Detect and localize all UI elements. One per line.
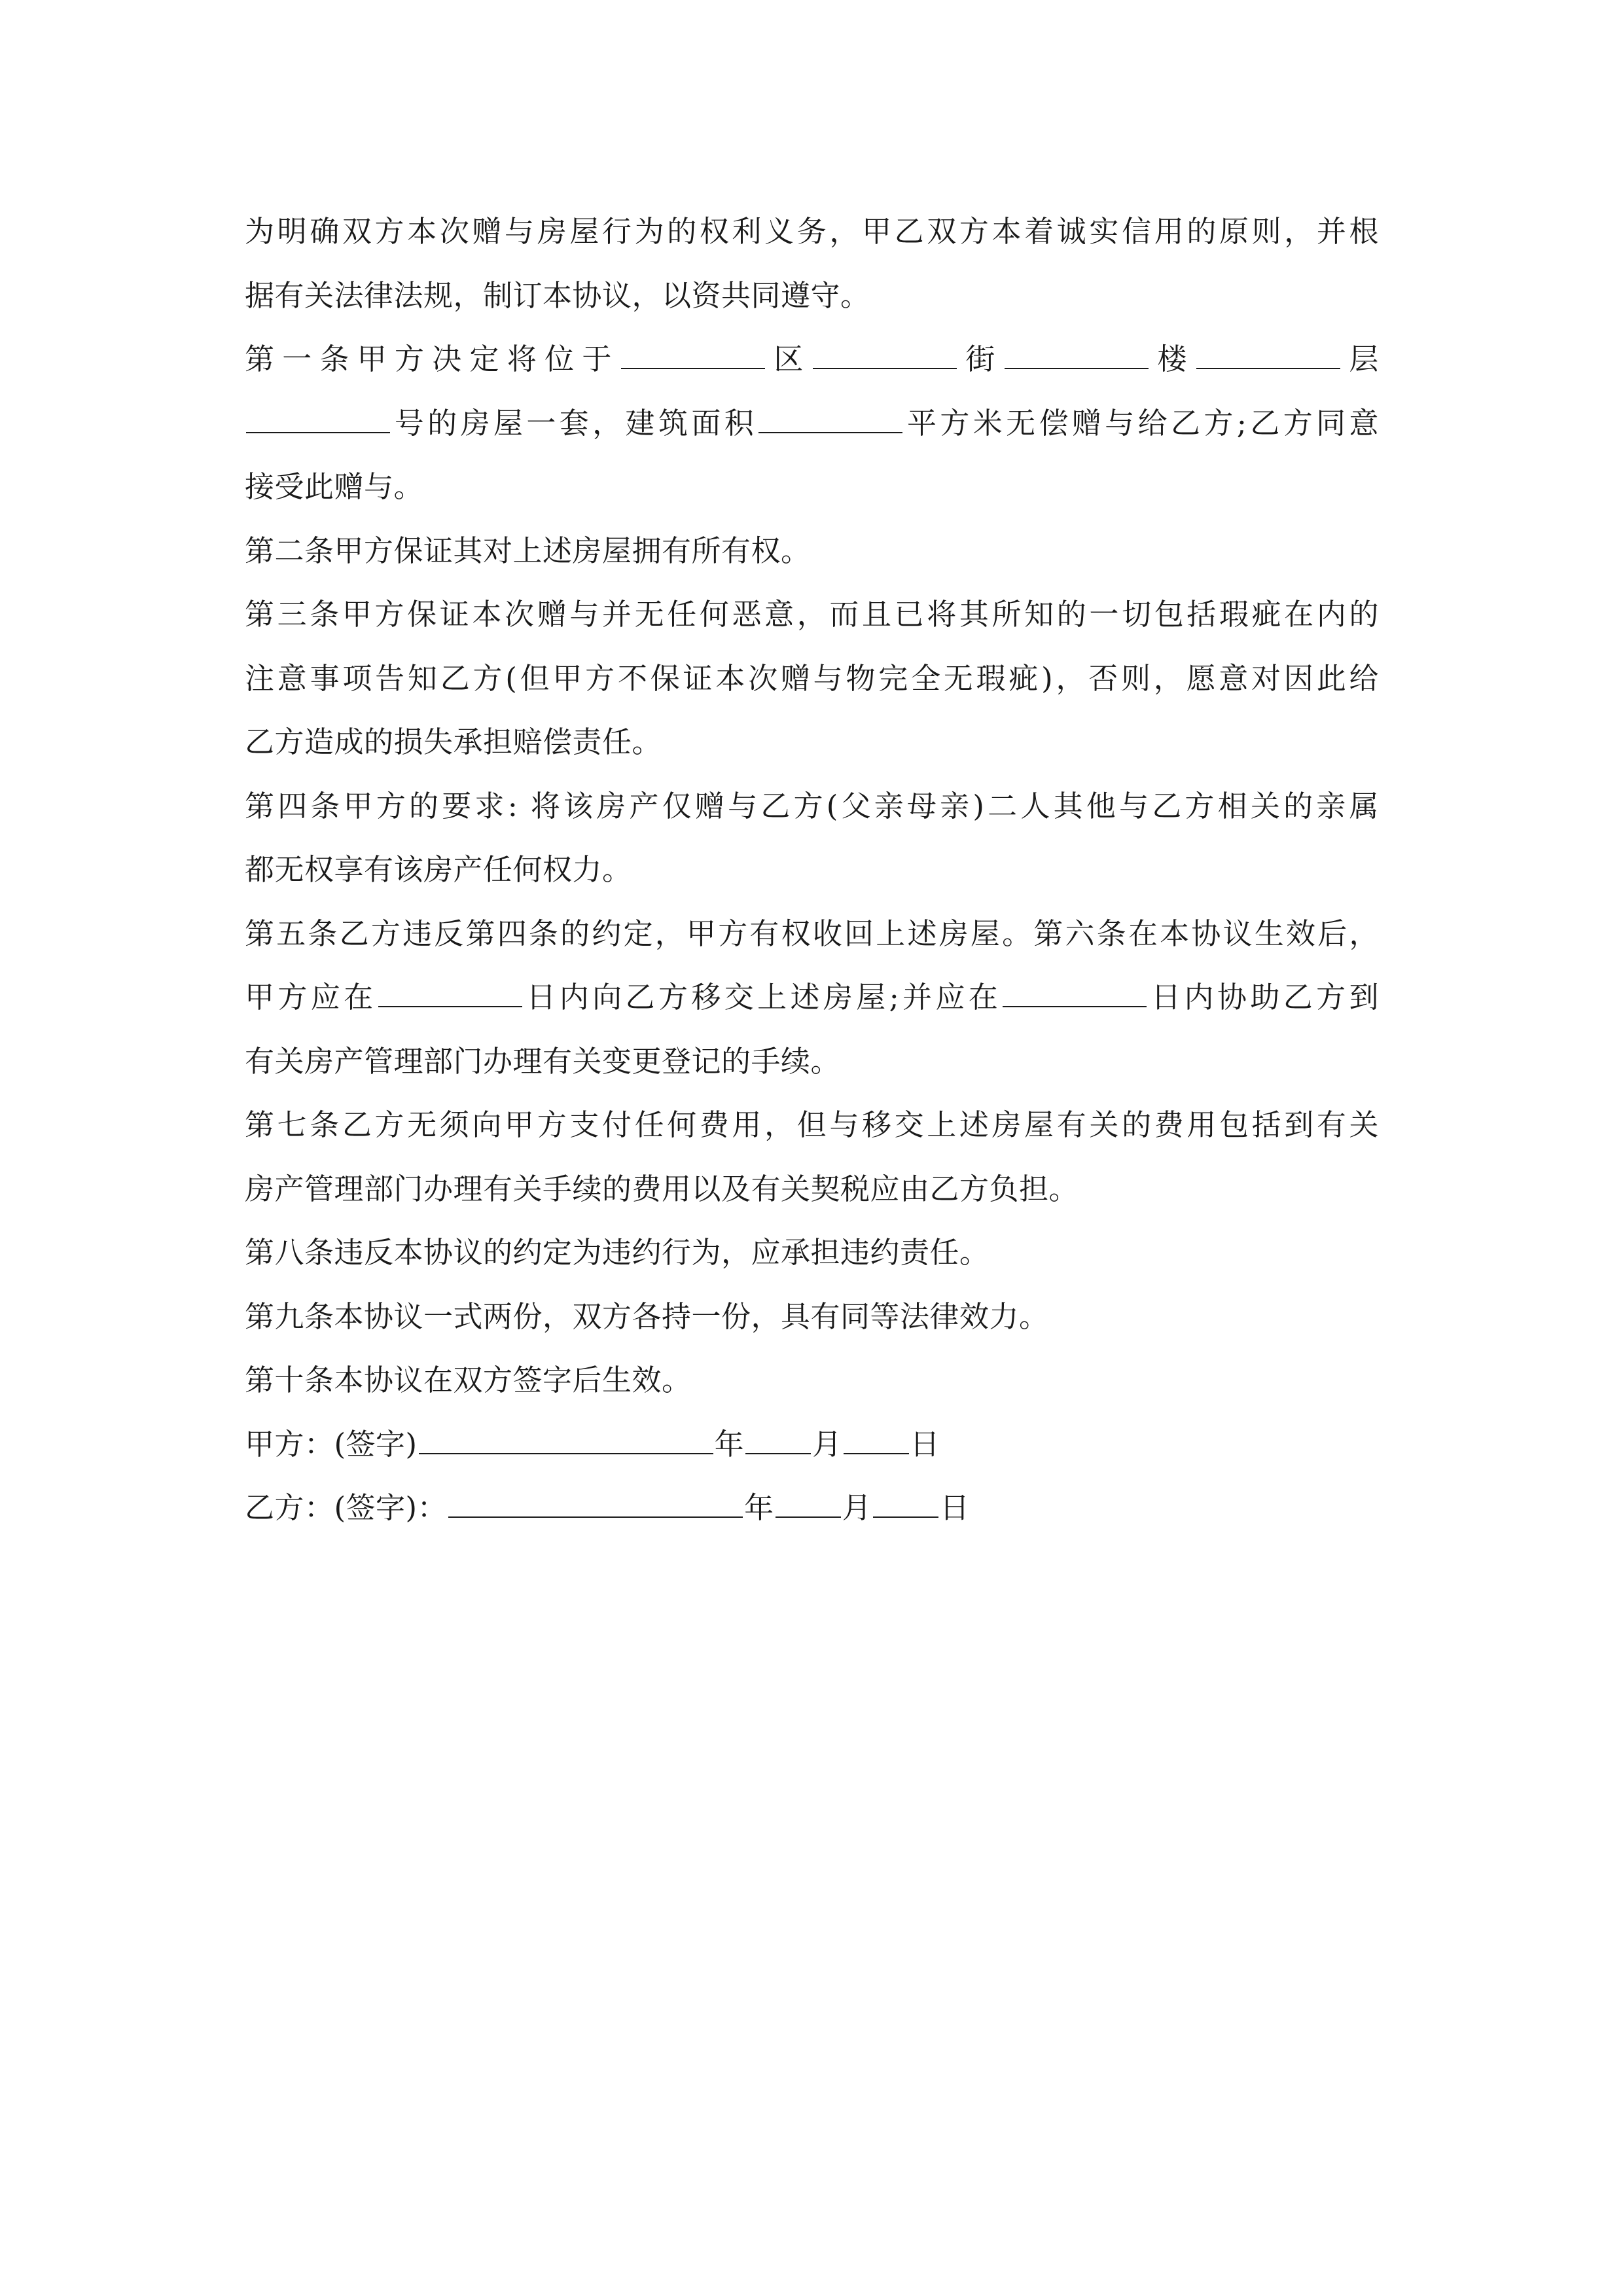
text-span: 第八条违反本协议的约定为违约行为，应承担违约责任。	[245, 1235, 990, 1270]
fill-blank-street[interactable]	[813, 343, 957, 369]
article-7-line-1	[245, 1093, 1379, 1157]
text-span: 日内向乙方移交上述房屋;并应在	[523, 980, 1002, 1014]
signature-field-party-b[interactable]	[448, 1492, 743, 1518]
fill-blank-day[interactable]	[873, 1492, 938, 1518]
article-3-line-1	[245, 583, 1379, 647]
article-5-6-line-1	[245, 902, 1379, 966]
text-span: 第四条甲方的要求: 将该房产仅赠与乙方(父亲母亲)二人其他与乙方相关的亲属	[245, 788, 1379, 823]
text-span: 注意事项告知乙方(但甲方不保证本次赠与物完全无瑕疵)，否则，愿意对因此给	[245, 660, 1379, 696]
text-span: 第七条乙方无须向甲方支付任何费用，但与移交上述房屋有关的费用包括到有关	[245, 1107, 1379, 1142]
contract-body	[245, 200, 1379, 1540]
text-span: 第一条甲方决定将位于	[245, 342, 620, 376]
article-3-line-3	[245, 710, 1379, 774]
fill-blank-building[interactable]	[1005, 343, 1149, 369]
fill-blank-month[interactable]	[776, 1492, 841, 1518]
article-1-line-3	[245, 455, 1379, 519]
article-9	[245, 1285, 1379, 1349]
text-span: 年	[744, 1490, 774, 1525]
text-span: 乙方造成的损失承担赔偿责任。	[245, 725, 662, 759]
text-span: 第二条甲方保证其对上述房屋拥有所有权。	[245, 533, 811, 568]
text-span: 有关房产管理部门办理有关变更登记的手续。	[245, 1043, 841, 1079]
text-span: 甲方应在	[245, 980, 377, 1014]
text-span: 年	[714, 1426, 745, 1462]
fill-blank-floor[interactable]	[1196, 343, 1340, 369]
signature-party-a	[245, 1412, 1379, 1477]
fill-blank-registration-days[interactable]	[1003, 981, 1147, 1007]
signature-party-b	[245, 1476, 1379, 1540]
text-span: 第九条本协议一式两份，双方各持一份，具有同等法律效力。	[245, 1299, 1049, 1334]
text-span: 月	[842, 1490, 872, 1525]
text-span: 号的房屋一套，建筑面积	[391, 405, 758, 440]
article-4-line-1	[245, 774, 1379, 838]
text-span: 接受此赠与。	[245, 469, 424, 504]
text-span: 第五条乙方违反第四条的约定，甲方有权收回上述房屋。第六条在本协议生效后，	[245, 916, 1379, 951]
text-span: 日	[910, 1426, 940, 1462]
text-span: 为明确双方本次赠与房屋行为的权利义务，甲乙双方本着诚实信用的原则，并根	[245, 214, 1379, 249]
text-span: 楼	[1149, 342, 1195, 376]
text-span: 日	[940, 1490, 970, 1525]
text-span: 据有关法律法规，制订本协议，以资共同遵守。	[245, 278, 870, 313]
article-1-line-1	[245, 327, 1379, 391]
fill-blank-handover-days[interactable]	[378, 981, 522, 1007]
text-span: 区	[766, 342, 812, 376]
signature-label: 甲方：(签字)	[245, 1426, 418, 1462]
article-7-line-2	[245, 1157, 1379, 1221]
text-span: 月	[812, 1426, 842, 1462]
article-10	[245, 1348, 1379, 1412]
text-span: 第三条甲方保证本次赠与并无任何恶意，而且已将其所知的一切包括瑕疵在内的	[245, 597, 1379, 632]
fill-blank-area[interactable]	[758, 407, 902, 433]
fill-blank-district[interactable]	[621, 343, 765, 369]
article-4-line-2	[245, 838, 1379, 902]
paragraph-intro-line-1	[245, 200, 1379, 264]
text-span: 街	[957, 342, 1003, 376]
signature-label: 乙方：(签字)：	[245, 1490, 448, 1525]
text-span: 都无权享有该房产任何权力。	[245, 852, 632, 887]
fill-blank-day[interactable]	[844, 1428, 909, 1454]
article-3-line-2	[245, 647, 1379, 711]
text-span: 日内协助乙方到	[1148, 980, 1379, 1014]
article-6-line-3	[245, 1030, 1379, 1094]
text-span: 平方米无偿赠与给乙方;乙方同意	[904, 405, 1379, 440]
article-1-line-2	[245, 391, 1379, 456]
article-8	[245, 1221, 1379, 1285]
text-span: 层	[1341, 342, 1379, 376]
article-6-line-2	[245, 965, 1379, 1030]
paragraph-intro-line-2	[245, 264, 1379, 328]
text-span: 第十条本协议在双方签字后生效。	[245, 1363, 692, 1397]
signature-field-party-a[interactable]	[419, 1428, 713, 1454]
fill-blank-month[interactable]	[745, 1428, 811, 1454]
fill-blank-room-number[interactable]	[246, 407, 390, 433]
text-span: 房产管理部门办理有关手续的费用以及有关契税应由乙方负担。	[245, 1171, 1079, 1206]
article-2	[245, 519, 1379, 583]
